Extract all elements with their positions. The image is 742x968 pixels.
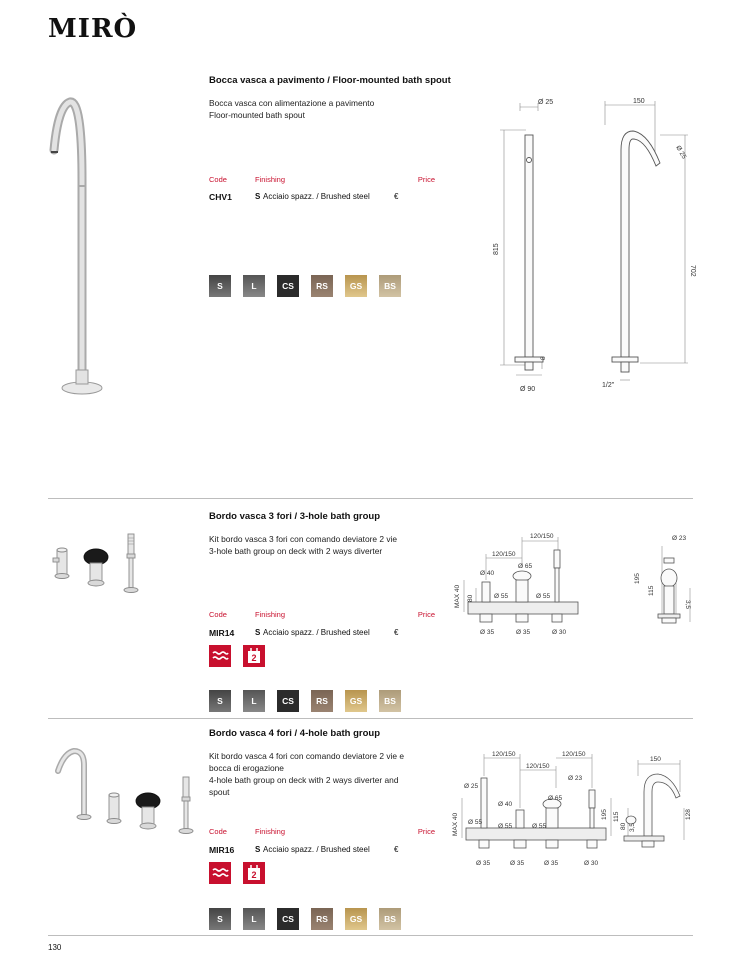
price-currency: € <box>394 192 399 201</box>
water-flow-icon <box>209 645 231 667</box>
section-title-chv1: Bocca vasca a pavimento / Floor-mounted bath spout <box>209 75 451 86</box>
dim-d35b: Ø 35 <box>516 629 531 636</box>
dim-d55a: Ø 55 <box>494 593 509 600</box>
section-divider <box>48 718 693 719</box>
section-title-mir14: Bordo vasca 3 fori / 3-hole bath group <box>209 511 381 522</box>
dim-d30: Ø 30 <box>584 860 599 867</box>
dim-d23: Ø 23 <box>672 535 687 542</box>
code-header: Code <box>209 827 227 836</box>
dim-d55b: Ø 55 <box>498 823 513 830</box>
dim-top-diameter: Ø 25 <box>538 99 554 106</box>
dim-d40: Ø 40 <box>480 570 495 577</box>
water-flow-icon <box>209 862 231 884</box>
finish-letter: S <box>255 845 261 854</box>
swatch-gs[interactable]: GS <box>345 690 367 712</box>
dim-d30: Ø 30 <box>552 629 567 636</box>
code-header: Code <box>209 175 227 184</box>
section-title-mir16: Bordo vasca 4 fori / 4-hole bath group <box>209 728 381 739</box>
dim-d65: Ø 65 <box>548 795 563 802</box>
dim-d40: Ø 40 <box>498 801 513 808</box>
description-line: Kit bordo vasca 3 fori con comando deviatore 2 vie <box>209 534 398 544</box>
swatch-l[interactable]: L <box>243 690 265 712</box>
description-line: 4-hole bath group on deck with 2 ways diverter and <box>209 775 399 785</box>
swatch-bs[interactable]: BS <box>379 908 401 930</box>
swatch-l[interactable]: L <box>243 908 265 930</box>
swatch-rs[interactable]: RS <box>311 275 333 297</box>
dim-h35: 3,5 <box>629 822 636 832</box>
swatch-rs[interactable]: RS <box>311 690 333 712</box>
diverter-2-way-icon <box>243 645 265 667</box>
dim-thread: 1/2" <box>602 382 615 389</box>
dim-spout-diameter: Ø 25 <box>674 144 688 161</box>
page-number: 130 <box>48 943 62 952</box>
product-code: CHV1 <box>209 192 232 202</box>
dim-spacing-a: 120/150 <box>530 533 554 540</box>
product-image-chv1 <box>48 90 138 410</box>
dim-h35: 3,5 <box>684 600 691 610</box>
price-header: Price <box>417 175 435 184</box>
dim-base-height: 8 <box>540 356 547 360</box>
dim-d25: Ø 25 <box>464 783 479 790</box>
finish-letter: S <box>255 628 261 637</box>
dim-reach: 150 <box>650 756 661 763</box>
price-currency: € <box>394 845 399 854</box>
dim-d55a: Ø 55 <box>468 819 483 826</box>
swatch-bs[interactable]: BS <box>379 690 401 712</box>
dim-max40: MAX 40 <box>454 584 461 608</box>
swatch-s[interactable]: S <box>209 908 231 930</box>
finish-text: Acciaio spazz. / Brushed steel <box>263 628 370 637</box>
dim-spacing-c: 120/150 <box>562 751 586 758</box>
swatch-s[interactable]: S <box>209 690 231 712</box>
finish-text: Acciaio spazz. / Brushed steel <box>263 845 370 854</box>
finishing-header: Finishing <box>255 827 286 836</box>
dim-spacing-a: 120/150 <box>492 751 516 758</box>
swatch-gs[interactable]: GS <box>345 908 367 930</box>
swatch-bs[interactable]: BS <box>379 275 401 297</box>
brand-logo: MIRÒ <box>48 14 138 44</box>
swatch-s[interactable]: S <box>209 275 231 297</box>
swatch-gs[interactable]: GS <box>345 275 367 297</box>
finishing-header: Finishing <box>255 175 286 184</box>
swatch-cs[interactable]: CS <box>277 690 299 712</box>
footer-divider <box>48 935 693 936</box>
description-mir16 <box>209 750 434 798</box>
dim-h80: 80 <box>467 594 474 602</box>
description-line: spout <box>209 787 230 797</box>
table-row <box>209 192 435 204</box>
description-line: Floor-mounted bath spout <box>209 110 305 120</box>
table-header <box>209 827 435 837</box>
dim-h195: 195 <box>601 809 608 820</box>
swatch-rs[interactable]: RS <box>311 908 333 930</box>
dim-d35a: Ø 35 <box>476 860 491 867</box>
description-line: Kit bordo vasca 4 fori con comando deviatore 2 vie e <box>209 751 405 761</box>
dim-reach: 150 <box>633 98 645 105</box>
table-header <box>209 610 435 620</box>
diverter-number: 2 <box>251 653 257 663</box>
table-header <box>209 175 435 185</box>
dim-spacing-b: 120/150 <box>492 551 516 558</box>
dim-d55c: Ø 55 <box>532 823 547 830</box>
code-header: Code <box>209 610 227 619</box>
dim-h80: 80 <box>620 822 627 830</box>
dim-height-total: 815 <box>493 243 500 255</box>
diverter-2-way-icon <box>243 862 265 884</box>
dim-d35b: Ø 35 <box>510 860 525 867</box>
swatch-l[interactable]: L <box>243 275 265 297</box>
dim-max40: MAX 40 <box>452 812 459 836</box>
description-line: Bocca vasca con alimentazione a pavimento <box>209 98 375 108</box>
description-mir14 <box>209 533 434 557</box>
dim-d35c: Ø 35 <box>544 860 559 867</box>
description-line: bocca di erogazione <box>209 763 284 773</box>
section-divider <box>48 498 693 499</box>
dim-h128: 128 <box>685 809 692 820</box>
product-code: MIR14 <box>209 628 235 638</box>
dim-d35a: Ø 35 <box>480 629 495 636</box>
description-chv1 <box>209 97 434 121</box>
table-row <box>209 628 435 640</box>
technical-drawing-mir14 <box>450 528 700 643</box>
dim-d65: Ø 65 <box>518 563 533 570</box>
price-header: Price <box>417 827 435 836</box>
technical-drawing-chv1 <box>490 95 700 400</box>
product-image-mir16 <box>48 745 208 840</box>
dim-d55b: Ø 55 <box>536 593 551 600</box>
dim-spout-height: 702 <box>689 265 696 277</box>
description-line: 3-hole bath group on deck with 2 ways diverter <box>209 546 383 556</box>
dim-spacing-b: 120/150 <box>526 763 550 770</box>
price-currency: € <box>394 628 399 637</box>
table-row <box>209 845 435 857</box>
technical-drawing-mir16 <box>448 748 698 873</box>
dim-h115: 115 <box>613 811 620 822</box>
price-header: Price <box>417 610 435 619</box>
dim-h115: 115 <box>648 585 655 596</box>
dim-d23: Ø 23 <box>568 775 583 782</box>
dim-base-diameter: Ø 90 <box>520 386 536 393</box>
swatch-cs[interactable]: CS <box>277 275 299 297</box>
finish-letter: S <box>255 192 261 201</box>
product-code: MIR16 <box>209 845 235 855</box>
dim-h195: 195 <box>634 573 641 584</box>
finish-text: Acciaio spazz. / Brushed steel <box>263 192 370 201</box>
finishing-header: Finishing <box>255 610 286 619</box>
diverter-number: 2 <box>251 870 257 880</box>
product-image-mir14 <box>48 530 168 600</box>
swatch-cs[interactable]: CS <box>277 908 299 930</box>
